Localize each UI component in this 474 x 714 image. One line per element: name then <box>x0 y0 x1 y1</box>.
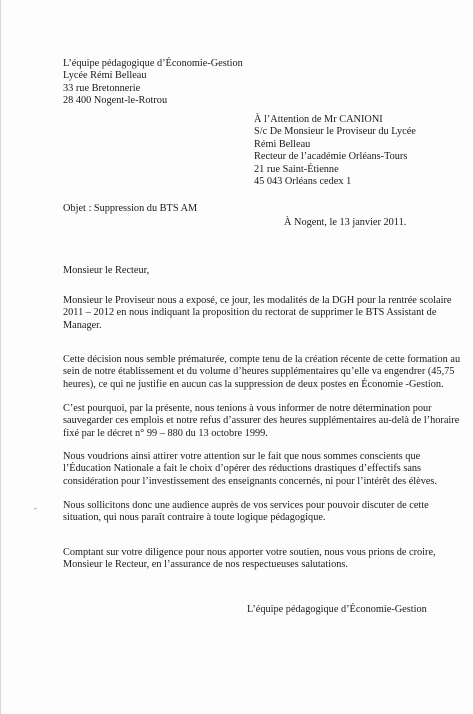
subject-line: Objet : Suppression du BTS AM <box>63 203 198 214</box>
sender-line: 33 rue Bretonnerie <box>63 82 141 94</box>
sender-address <box>63 58 243 108</box>
place-date: À Nogent, le 13 janvier 2011. <box>284 217 407 228</box>
closing-paragraph <box>63 547 436 572</box>
paragraph-line: l’Éducation Nationale a fait le choix d’opérer des réductions drastiques d’effectifs sans <box>63 463 422 475</box>
paragraph-line: Comptant sur votre diligence pour nous apporter votre soutien, nous vous prions de croire, <box>63 547 436 558</box>
recipient-line: 45 043 Orléans cedex 1 <box>254 176 352 188</box>
recipient-line: Rémi Belleau <box>254 138 311 150</box>
recipient-line: Recteur de l’académie Orléans-Tours <box>254 151 408 163</box>
paragraph-line: Monsieur le Recteur, en l’assurance de nos respectueuses salutations. <box>63 559 348 571</box>
paragraph-line: sauvegarder ces emplois et notre refus d’assurer des heures supplémentaires au-delà de l’horaire <box>63 415 460 427</box>
paragraph-line: sein de notre établissement et du volume d’heures supplémentaires qu’elle va engendrer (45,75 <box>63 366 455 378</box>
recipient-line: À l’Attention de Mr CANIONI <box>254 114 383 125</box>
paragraph-line: Nous sollicitons donc une audience auprès de vos services pour pouvoir discuter de cette <box>63 500 429 511</box>
paragraph-line: C’est pourquoi, par la présente, nous tenions à vous informer de notre détermination pour <box>63 403 432 414</box>
paragraph-line: 2011 – 2012 en nous indiquant la proposition du rectorat de supprimer le BTS Assistant de <box>63 307 437 319</box>
paragraph-line: Monsieur le Proviseur nous a exposé, ce jour, les modalités de la DGH pour la rentrée scolaire <box>63 295 452 306</box>
body-paragraph <box>63 451 437 488</box>
margin-mark: - <box>34 504 37 513</box>
body-paragraph <box>63 295 451 332</box>
paragraph-line: Cette décision nous semble prématurée, compte tenu de la création récente de cette formation au <box>63 354 461 365</box>
sender-line: 28 400 Nogent-le-Rotrou <box>63 95 168 107</box>
paragraph-line: fixé par le décret n° 99 – 880 du 13 octobre 1999. <box>63 427 268 439</box>
salutation: Monsieur le Recteur, <box>63 265 150 276</box>
body-paragraph <box>63 500 429 525</box>
paragraph-line: situation, qui nous paraît contraire à toute logique pédagogique. <box>63 512 326 524</box>
paragraph-line: Nous voudrions ainsi attirer votre attention sur le fait que nous sommes conscients que <box>63 451 421 462</box>
paragraph-line: Manager. <box>63 319 102 331</box>
body-paragraph <box>63 403 459 440</box>
sender-line: L’équipe pédagogique d’Économie-Gestion <box>63 58 243 69</box>
sender-line: Lycée Rémi Belleau <box>63 70 147 82</box>
body-paragraph <box>63 354 460 391</box>
recipient-line: S/c De Monsieur le Proviseur du Lycée <box>254 126 416 138</box>
signature: L’équipe pédagogique d’Économie-Gestion <box>247 604 427 615</box>
paragraph-line: considération pour l’investissement des enseignants concernés, ni pour l’intérêt des élèves. <box>63 475 438 487</box>
recipient-address <box>254 114 416 188</box>
recipient-line: 21 rue Saint-Étienne <box>254 163 339 175</box>
paragraph-line: heures), ce qui ne justifie en aucun cas la suppression de deux postes en Économie -Gestion. <box>63 378 444 390</box>
